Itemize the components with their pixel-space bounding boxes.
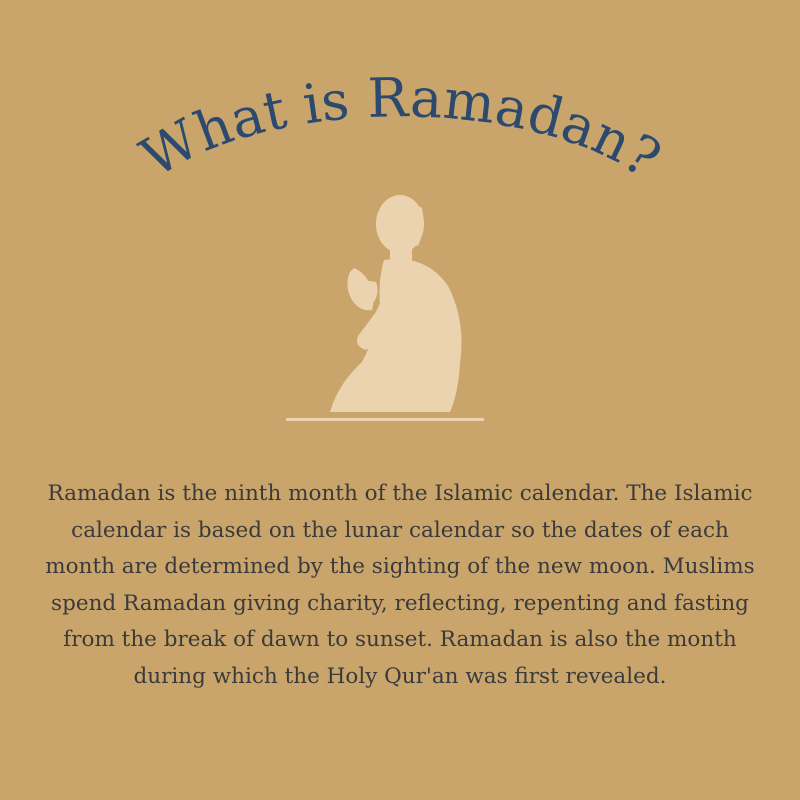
title-text: What is Ramadan? — [130, 66, 672, 191]
svg-text:What is Ramadan? — [130, 66, 671, 190]
praying-child-icon — [280, 188, 490, 428]
body-text: Ramadan is the ninth month of the Islamic calendar. The Islamic calendar is based on the lunar calendar so the dates of each month are determined by the sighting of the new moon. Muslims spend Ramadan giving charity, reflecting, repenting and fasting from the break of dawn to sunset. Ramadan is also the month during which the Holy Qur'an was first revealed. — [45, 481, 755, 689]
